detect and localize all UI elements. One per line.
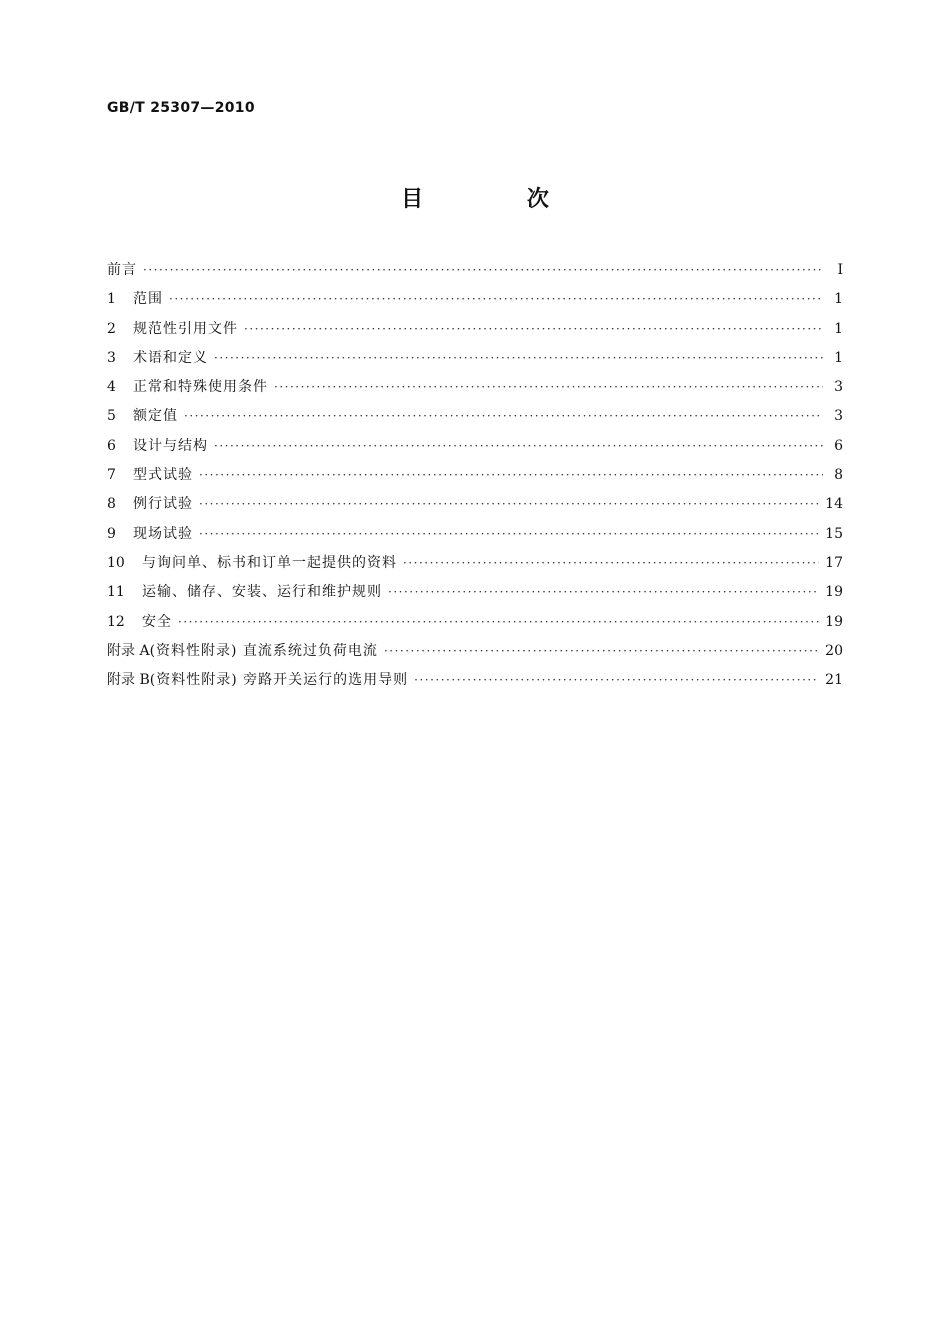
toc-leader-dots [199,464,823,486]
toc-leader-dots [384,640,819,662]
toc-entry-number: 10 [107,554,125,571]
toc-entry-label: 规范性引用文件 [133,320,238,337]
toc-entry-page: Ⅰ [837,262,843,278]
toc-entry-label: 型式试验 [133,467,193,484]
toc-leader-dots [178,611,819,633]
toc-entry-label: 前言 [107,262,137,278]
toc-entry-6[interactable] [107,435,843,464]
page-title: 目 次 [401,187,597,212]
toc-entry-label: 范围 [133,291,163,308]
toc-entry-number: 11 [107,584,125,601]
toc-entry-number: 5 [107,408,116,425]
toc-entry-page: 8 [834,467,843,484]
toc-entry-page: 6 [834,437,843,454]
toc-entry-10[interactable] [107,552,843,581]
toc-entry-page: 14 [825,496,843,513]
toc-entry-label: 设计与结构 [133,437,208,454]
toc-entry-page: 17 [825,554,843,571]
toc-entry-1[interactable] [107,288,843,317]
toc-entry-4[interactable] [107,376,843,405]
toc-entry-page: 19 [825,584,843,601]
toc-leader-dots [274,376,823,398]
toc-entry-8[interactable] [107,493,843,522]
toc-entry-2[interactable] [107,318,843,347]
toc-entry-5[interactable] [107,405,843,434]
toc-leader-dots [184,405,823,427]
toc-entry-number: 附录 B [107,672,150,689]
toc-entry-number: 12 [107,613,125,630]
toc-entry-number: 6 [107,437,116,454]
toc-entry-label: 正常和特殊使用条件 [133,379,268,396]
toc-entry-annex-b[interactable] [107,669,843,698]
toc-entry-12[interactable] [107,611,843,640]
toc-entry-label: 安全 [142,613,172,630]
toc-entry-page: 1 [834,291,843,308]
toc-leader-dots [244,318,823,340]
toc-entry-number: 附录 A [107,642,150,659]
toc-leader-dots [414,669,819,691]
toc-leader-dots [214,435,823,457]
toc-leader-dots [143,259,823,281]
table-of-contents [107,259,843,698]
toc-entry-page: 20 [825,642,843,659]
toc-leader-dots [169,288,823,310]
toc-entry-page: 1 [834,349,843,366]
toc-entry-number: 8 [107,496,116,513]
toc-entry-9[interactable] [107,523,843,552]
toc-entry-label: (资料性附录) 直流系统过负荷电流 [149,642,378,659]
toc-entry-label: 额定值 [133,408,178,425]
toc-entry-11[interactable] [107,581,843,610]
toc-entry-page: 3 [834,379,843,396]
standard-code: GB/T 25307—2010 [107,100,255,116]
toc-leader-dots [403,552,819,574]
toc-entry-page: 15 [825,525,843,542]
toc-entry-label: 术语和定义 [133,349,208,366]
toc-entry-annex-a[interactable] [107,640,843,669]
toc-entry-page: 1 [834,320,843,337]
toc-entry-3[interactable] [107,347,843,376]
toc-entry-page: 21 [825,672,843,689]
toc-entry-label: 例行试验 [133,496,193,513]
toc-entry-number: 2 [107,320,116,337]
toc-leader-dots [388,581,819,603]
toc-leader-dots [214,347,823,369]
toc-entry-label: 与询问单、标书和订单一起提供的资料 [142,554,397,571]
toc-entry-number: 7 [107,467,116,484]
toc-entry-number: 1 [107,291,116,308]
toc-leader-dots [199,523,819,545]
toc-entry-number: 9 [107,525,116,542]
toc-leader-dots [199,493,819,515]
toc-entry-foreword[interactable] [107,259,843,288]
toc-entry-label: (资料性附录) 旁路开关运行的选用导则 [149,672,409,689]
toc-entry-number: 3 [107,349,116,366]
toc-entry-page: 19 [825,613,843,630]
toc-entry-label: 现场试验 [133,525,193,542]
toc-entry-7[interactable] [107,464,843,493]
toc-entry-page: 3 [834,408,843,425]
toc-entry-number: 4 [107,379,116,396]
toc-entry-label: 运输、储存、安装、运行和维护规则 [142,584,382,601]
